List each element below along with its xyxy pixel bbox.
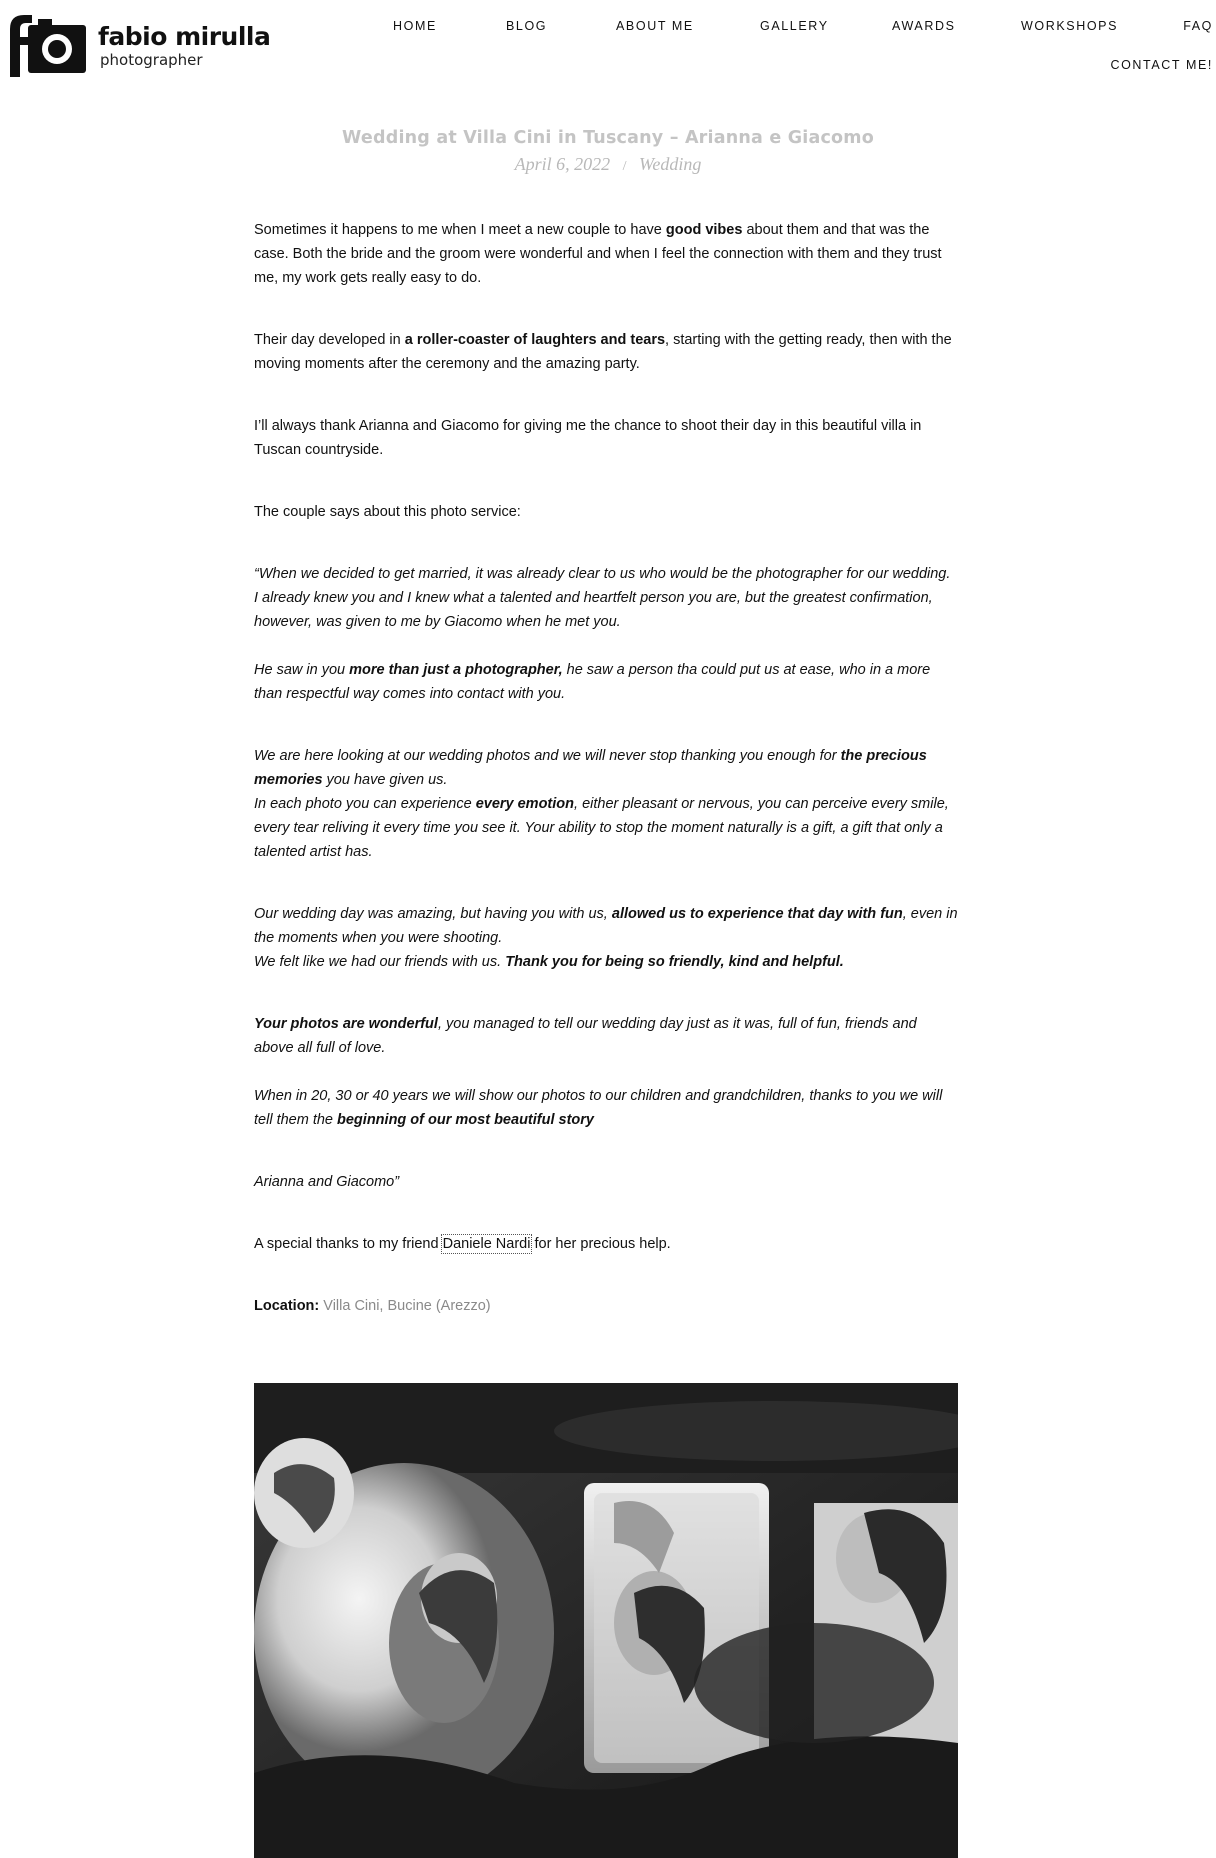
- nav-about-me[interactable]: ABOUT ME: [616, 19, 694, 33]
- logo-subtitle: photographer: [100, 51, 203, 69]
- post-meta: [0, 154, 1216, 175]
- bride-mirrors-photo: [254, 1383, 958, 1858]
- post-date: April 6, 2022: [514, 154, 611, 174]
- post-title: Wedding at Villa Cini in Tuscany – Arianna e Giacomo: [342, 128, 874, 148]
- quote-signature: Arianna and Giacomo”: [254, 1174, 400, 1190]
- nav-faq[interactable]: FAQ: [1183, 19, 1213, 33]
- post-category-link[interactable]: Wedding: [639, 154, 702, 174]
- nav-contact-me[interactable]: CONTACT ME!: [1110, 58, 1213, 72]
- paragraph-intro: Sometimes it happens to me when I meet a new couple to have good vibes about them and that was the case. Both the bride and the groom were wonderful and when I feel the connection with them and they trust me, my work gets really easy to do.: [254, 222, 942, 286]
- post-content: [254, 218, 958, 1318]
- location-line: [254, 1294, 958, 1318]
- quote-paragraph-5: Your photos are wonderful, you managed to tell our wedding day just as it was, full of fun, friends and above all full of love.: [254, 1016, 917, 1056]
- nav-gallery[interactable]: GALLERY: [760, 19, 829, 33]
- paragraph-special-thanks: A special thanks to my friend Daniele Nardi for her precious help.: [254, 1236, 671, 1252]
- paragraph-couple-says: The couple says about this photo service:: [254, 504, 521, 520]
- quote-paragraph-4: Our wedding day was amazing, but having you with us, allowed us to experience that day with fun, even in the moments when you were shooting. We felt like we had our friends with us. Thank you for being so friendly, kind and helpful.: [254, 906, 958, 970]
- location-link[interactable]: Villa Cini, Bucine (Arezzo): [323, 1298, 491, 1314]
- location-label: Location:: [254, 1298, 320, 1314]
- main-nav: [0, 19, 1216, 79]
- paragraph-day: Their day developed in a roller-coaster of laughters and tears, starting with the getting ready, then with the moving moments after the ceremony and the amazing party.: [254, 332, 952, 372]
- nav-awards[interactable]: AWARDS: [892, 19, 956, 33]
- nav-blog[interactable]: BLOG: [506, 19, 548, 33]
- quote-paragraph-1: “When we decided to get married, it was already clear to us who would be the photographer for our wedding. I already knew you and I knew what a talented and heartfelt person you are, but the greatest confirmation, however, was given to me by Giacomo when he met you.: [254, 566, 951, 630]
- wedding-photo[interactable]: [254, 1383, 958, 1858]
- quote-paragraph-2: He saw in you more than just a photographer, he saw a person tha could put us at ease, who in a more than respectful way comes into contact with you.: [254, 662, 931, 702]
- friend-link[interactable]: Daniele Nardi: [442, 1236, 531, 1252]
- quote-paragraph-3: We are here looking at our wedding photos and we will never stop thanking you enough for the precious memories you have given us. In each photo you can experience every emotion, either pleasant or nervous, you can perceive every smile, every tear reliving it every time you see it. Your ability to stop the moment naturally is a gift, a gift that only a talented artist has.: [254, 748, 949, 860]
- quote-paragraph-6: When in 20, 30 or 40 years we will show our photos to our children and grandchildren, thanks to you we will tell them the beginning of our most beautiful story: [254, 1088, 943, 1128]
- nav-workshops[interactable]: WORKSHOPS: [1021, 19, 1119, 33]
- nav-home[interactable]: HOME: [393, 19, 437, 33]
- paragraph-thanks-couple: I’ll always thank Arianna and Giacomo for giving me the chance to shoot their day in this beautiful villa in Tuscan countryside.: [254, 418, 922, 458]
- logo-name: fabio mirulla: [98, 22, 271, 51]
- meta-separator: /: [622, 159, 627, 174]
